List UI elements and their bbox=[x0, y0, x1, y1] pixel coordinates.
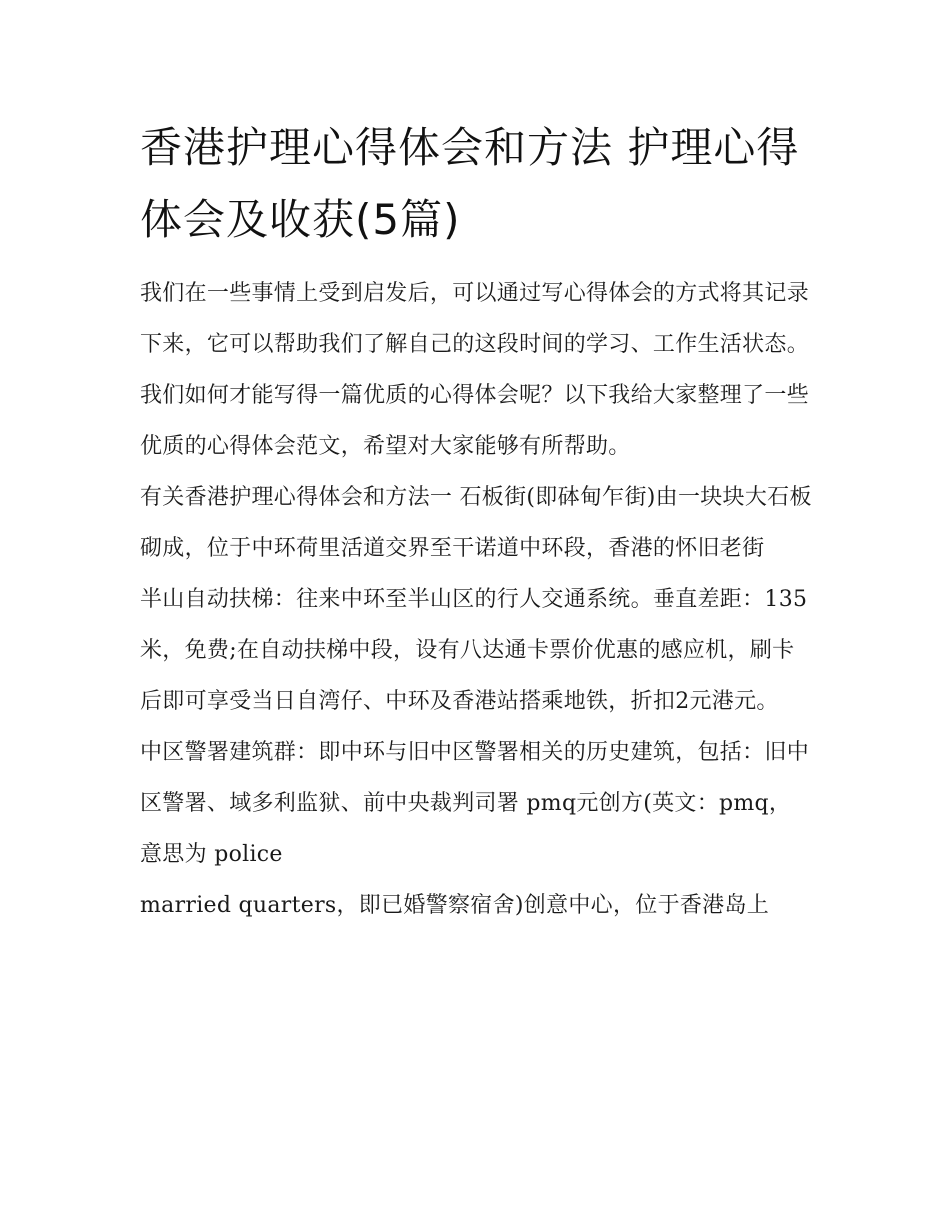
paragraph-stone-street: 有关香港护理心得体会和方法一 石板街(即砵甸乍街)由一块块大石板砌成，位于中环荷里活道交界至干诺道中环段，香港的怀旧老街 bbox=[140, 485, 812, 561]
document-title: 香港护理心得体会和方法 护理心得体会及收获(5篇) bbox=[140, 123, 800, 244]
paragraph-pmq: married quarters，即已婚警察宿舍)创意中心，位于香港岛上 bbox=[140, 893, 770, 918]
paragraph-intro: 我们在一些事情上受到启发后，可以通过写心得体会的方式将其记录下来，它可以帮助我们了解自己的这段时间的学习、工作生活状态。我们如何才能写得一篇优质的心得体会呢？以下我给大家整理了一些优质的心得体会范文，希望对大家能够有所帮助。 bbox=[140, 281, 810, 459]
paragraph-police-station: 中区警署建筑群：即中环与旧中区警署相关的历史建筑，包括：旧中区警署、域多利监狱、前中央裁判司署 pmq元创方(英文：pmq，意思为 police bbox=[140, 740, 810, 867]
paragraph-escalator: 半山自动扶梯：往来中环至半山区的行人交通系统。垂直差距：135米，免费;在自动扶梯中段，设有八达通卡票价优惠的感应机，刷卡后即可享受当日自湾仔、中环及香港站搭乘地铁，折扣2元港元。 bbox=[140, 587, 808, 714]
